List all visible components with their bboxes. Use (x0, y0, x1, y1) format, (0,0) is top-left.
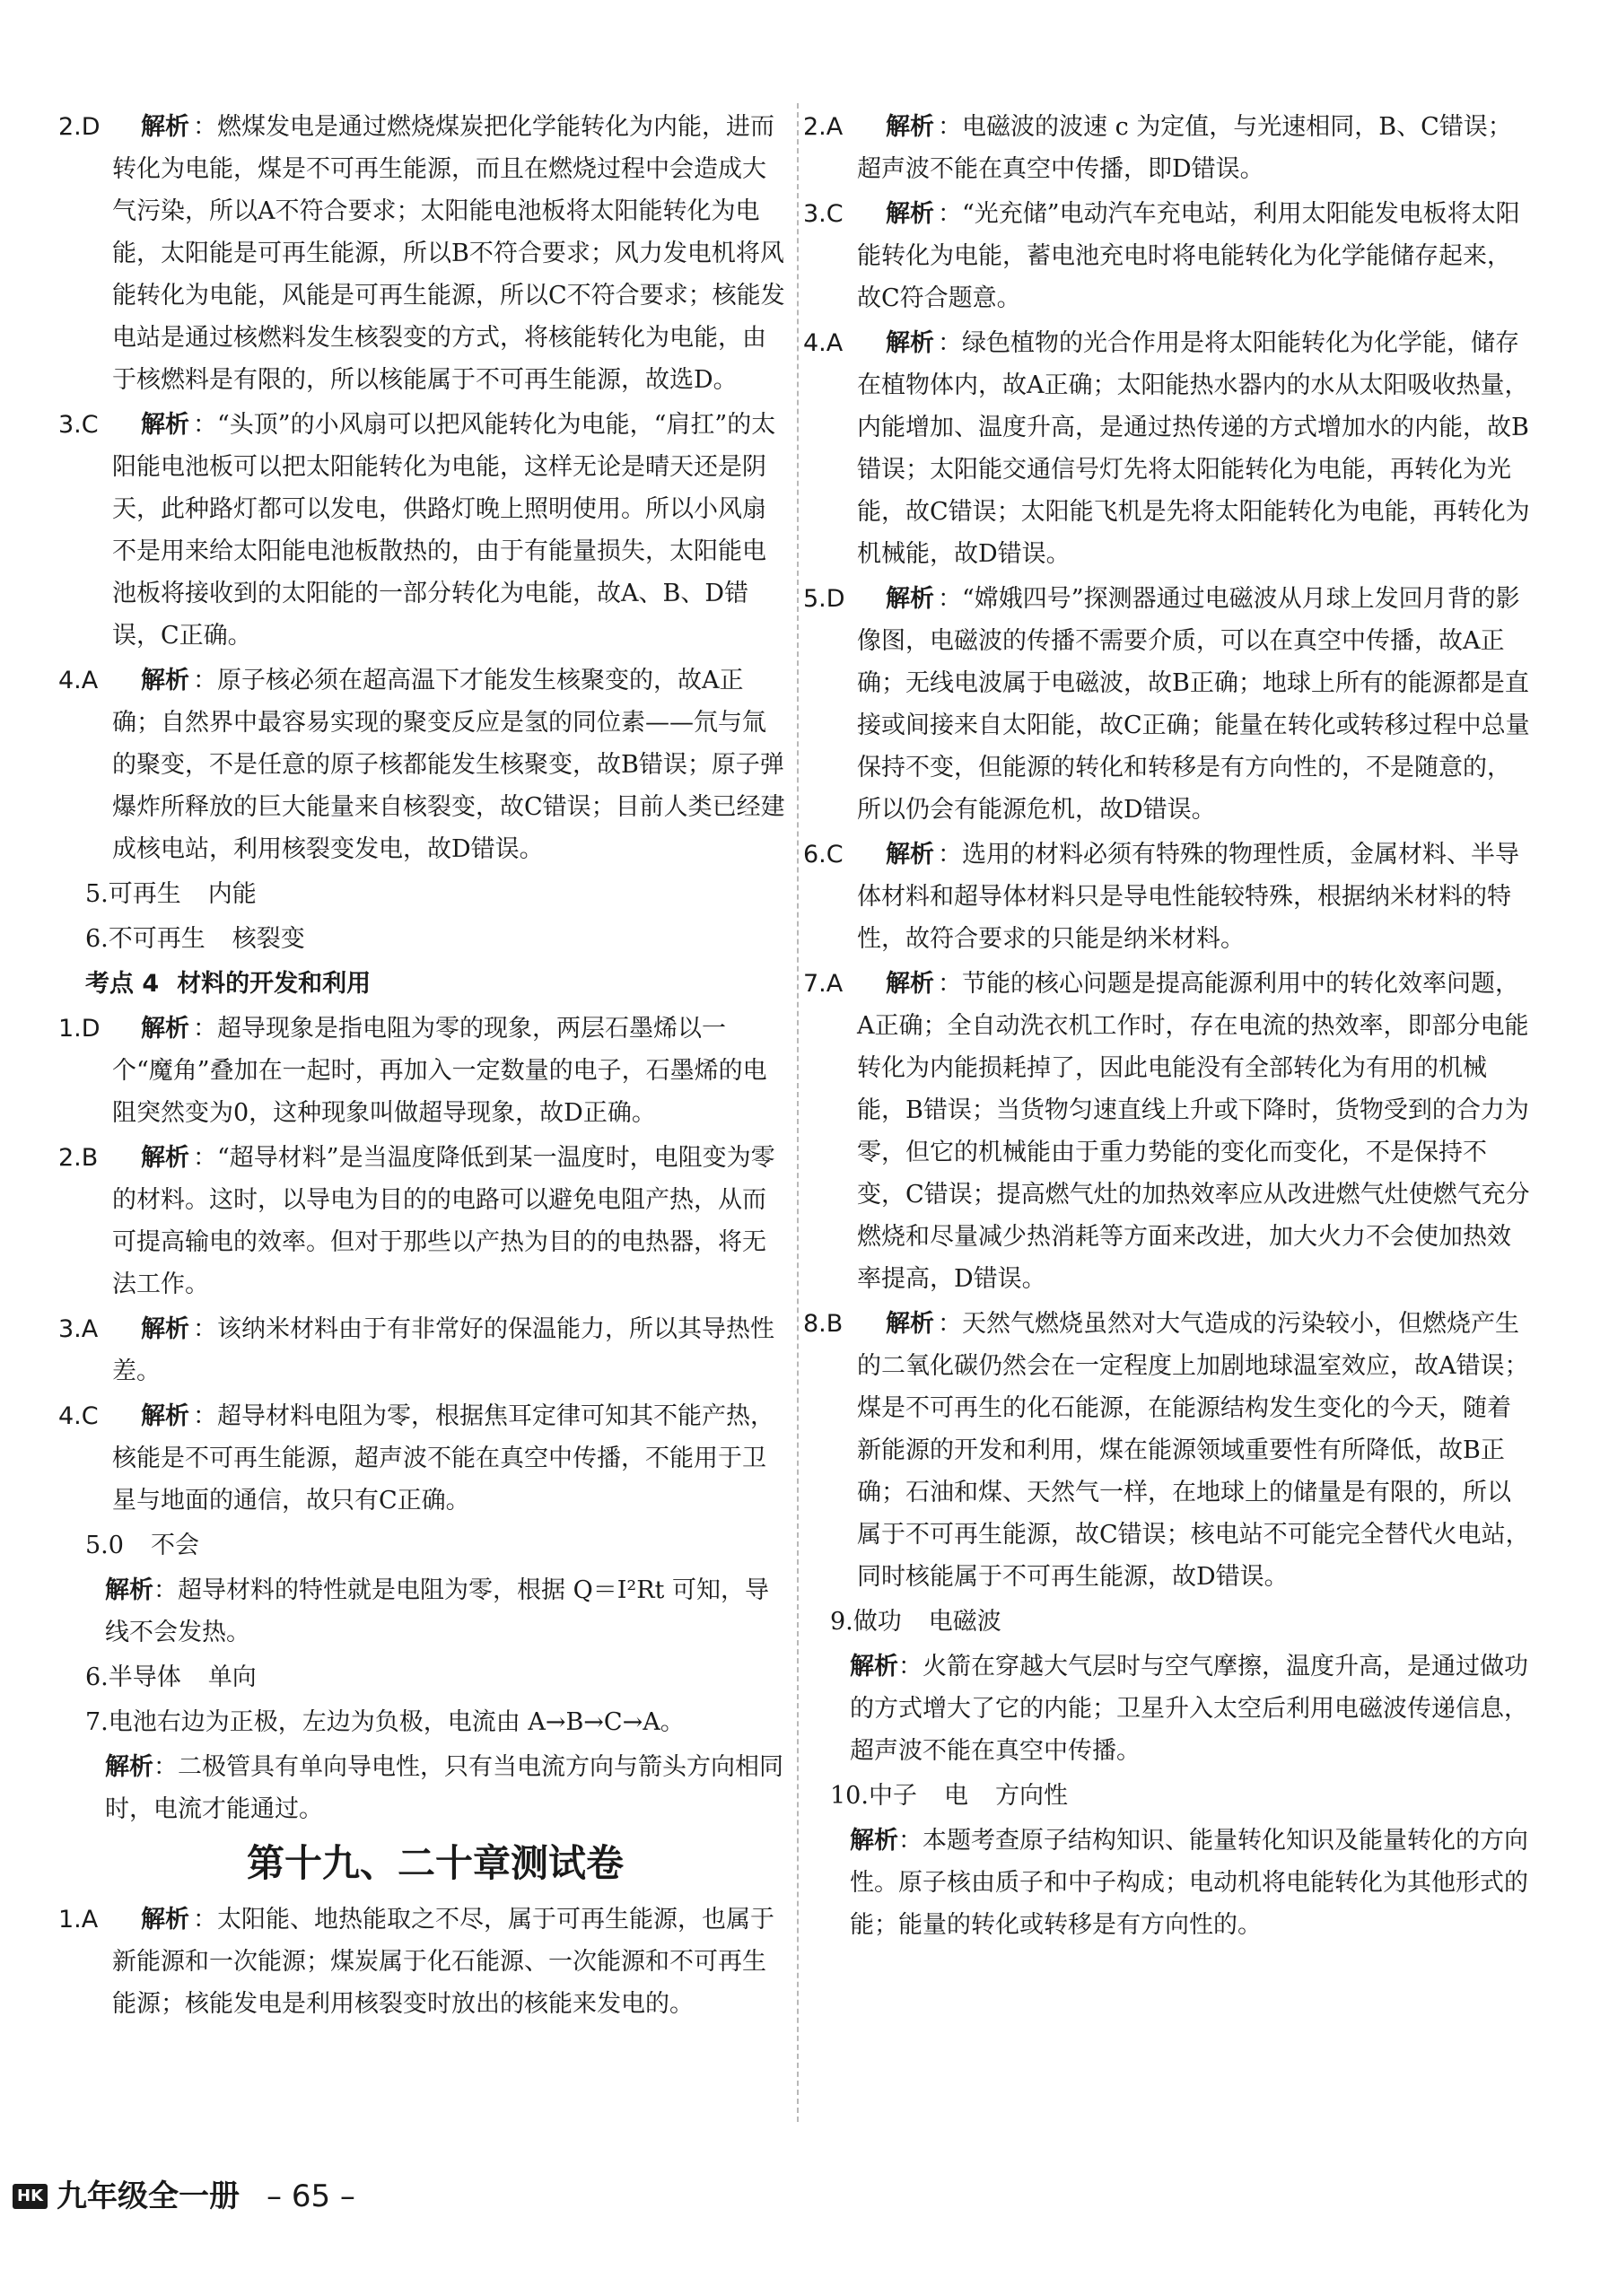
answer-entry: 3.C 解析 ：“光充储”电动汽车充电站，利用太阳能发电板将太阳能转化为电能，蓄电池充电时将电能转化为化学能储存起来，故C符合题意。 (803, 200, 1520, 312)
explanation: 解析：火箭在穿越大气层时与空气摩擦，温度升高，是通过做功的方式增大了它的内能；卫星升入太空后利用电磁波传递信息，超声波不能在真空中传播。 (850, 1653, 1528, 1765)
answer-entry: 1.D 解析 ：超导现象是指电阻为零的现象，两层石墨烯以一个“魔角”叠加在一起时，再加入一定数量的电子，石墨烯的电阻突然变为0，这种现象叫做超导现象，故D正确。 (58, 1015, 767, 1127)
short-answer: 5.0 不会 (85, 1532, 199, 1559)
short-answer: 6.半导体 单向 (85, 1663, 257, 1691)
answer-entry: 4.A 解析 ：绿色植物的光合作用是将太阳能转化为化学能，储存在植物体内，故A正确；太阳能热水器内的水从太阳吸收热量，内能增加、温度升高，是通过热传递的方式增加水的内能，故B错误；太阳能交通信号灯先将太阳能转化为电能，再转化为光能，故C错误；太阳能飞机是先将太阳能转化为电能，再转化为机械能，故D错误。 (803, 329, 1530, 568)
right-column (803, 106, 1530, 1949)
edition-badge: HK (13, 2184, 48, 2209)
answer-entry: 3.C 解析 ：“头顶”的小风扇可以把风能转化为电能，“肩扛”的太阳能电池板可以把太阳能转化为电能，这样无论是晴天还是阴天，此种路灯都可以发电，供路灯晚上照明使用。所以小风扇不是用来给太阳能电池板散热的，由于有能量损失，太阳能电池板将接收到的太阳能的一部分转化为电能，故A、B、D错误，C正确。 (58, 411, 776, 650)
answer-entry: 6.C 解析 ：选用的材料必须有特殊的物理性质，金属材料、半导体材料和超导体材料只是导电性能较特殊，根据纳米材料的特性，故符合要求的只能是纳米材料。 (803, 841, 1519, 953)
page-number: – 65 – (267, 2178, 355, 2214)
answer-entry: 1.A 解析 ：太阳能、地热能取之不尽，属于可再生能源，也属于新能源和一次能源；煤炭属于化石能源、一次能源和不可再生能源；核能发电是利用核裂变时放出的核能来发电的。 (58, 1906, 774, 2018)
column-divider (797, 103, 799, 2122)
answer-entry: 4.C 解析 ：超导材料电阻为零，根据焦耳定律可知其不能产热，核能是不可再生能源，超声波不能在真空中传播，不能用于卫星与地面的通信，故只有C正确。 (58, 1402, 774, 1515)
short-answer: 7.电池右边为正极，左边为负极，电流由 A→B→C→A。 (85, 1708, 685, 1736)
short-answer: 5.可再生 内能 (85, 880, 257, 908)
short-answer: 10.中子 电 方向性 (830, 1782, 1068, 1810)
short-answer: 9.做功 电磁波 (830, 1608, 1001, 1636)
answer-entry: 2.D 解析 ：燃煤发电是通过燃烧煤炭把化学能转化为内能，进而转化为电能，煤是不可再生能源，而且在燃烧过程中会造成大气污染，所以A不符合要求；太阳能电池板将太阳能转化为电能，太阳能是可再生能源，所以B不符合要求；风力发电机将风能转化为电能，风能是可再生能源，所以C不符合要求；核能发电站是通过核燃料发生核裂变的方式，将核能转化为电能，由于核燃料是有限的，所以核能属于不可再生能源，故选D。 (58, 113, 785, 394)
explanation: 解析：超导材料的特性就是电阻为零，根据 Q＝I²Rt 可知，导线不会发热。 (105, 1576, 769, 1646)
answer-entry: 4.A 解析 ：原子核必须在超高温下才能发生核聚变的，故A正确；自然界中最容易实现的聚变反应是氢的同位素——氘与氚的聚变，不是任意的原子核都能发生核聚变，故B错误；原子弹爆炸所释放的巨大能量来自核裂变，故C错误；目前人类已经建成核电站，利用核裂变发电，故D错误。 (58, 667, 785, 863)
answer-entry: 7.A 解析 ：节能的核心问题是提高能源利用中的转化效率问题，A正确；全自动洗衣机工作时，存在电流的热效率，即部分电能转化为内能损耗掉了，因此电能没有全部转化为有用的机械能，B错误；当货物匀速直线上升或下降时，货物受到的合力为零，但它的机械能由于重力势能的变化而变化，不是保持不变，C错误；提高燃气灶的加热效率应从改进燃气灶使燃气充分燃烧和尽量减少热消耗等方面来改进，加大火力不会使加热效率提高，D错误。 (803, 970, 1530, 1293)
chapter-title: 第十九、二十章测试卷 (246, 1841, 624, 1885)
answer-entry: 3.A 解析 ：该纳米材料由于有非常好的保温能力，所以其导热性差。 (58, 1315, 774, 1385)
answer-entry: 5.D 解析 ：“嫦娥四号”探测器通过电磁波从月球上发回月背的影像图，电磁波的传播不需要介质，可以在真空中传播，故A正确；无线电波属于电磁波，故B正确；地球上所有的能源都是直接或间接来自太阳能，故C正确；能量在转化或转移过程中总量保持不变，但能源的转化和转移是有方向性的，不是随意的，所以仍会有能源危机，故D错误。 (803, 585, 1530, 824)
answer-entry: 2.B 解析 ：“超导材料”是当温度降低到某一温度时，电阻变为零的材料。这时，以导电为目的的电路可以避免电阻产热，从而可提高输电的效率。但对于那些以产热为目的的电热器，将无法工作。 (58, 1144, 775, 1298)
book-title: 九年级全一册 (57, 2178, 240, 2214)
short-answer: 6.不可再生 核裂变 (85, 925, 305, 953)
answer-entry: 2.A 解析 ：电磁波的波速 c 为定值，与光速相同，B、C错误；超声波不能在真空中传播，即D错误。 (803, 113, 1512, 183)
explanation: 解析：本题考查原子结构知识、能量转化知识及能量转化的方向性。原子核由质子和中子构成；电动机将电能转化为其他形式的能；能量的转化或转移是有方向性的。 (850, 1827, 1528, 1939)
left-column (58, 106, 785, 2028)
page-footer (0, 2169, 355, 2223)
explanation: 解析：二极管具有单向导电性，只有当电流方向与箭头方向相同时，电流才能通过。 (105, 1753, 783, 1823)
section-heading: 考点 4 材料的开发和利用 (85, 970, 372, 998)
answer-entry: 8.B 解析 ：天然气燃烧虽然对大气造成的污染较小，但燃烧产生的二氧化碳仍然会在一定程度上加剧地球温室效应，故A错误；煤是不可再生的化石能源，在能源结构发生变化的今天，随着新能源的开发和利用，煤在能源领域重要性有所降低，故B正确；石油和煤、天然气一样，在地球上的储量是有限的，所以属于不可再生能源，故C错误；核电站不可能完全替代火电站，同时核能属于不可再生能源，故D错误。 (803, 1310, 1530, 1591)
